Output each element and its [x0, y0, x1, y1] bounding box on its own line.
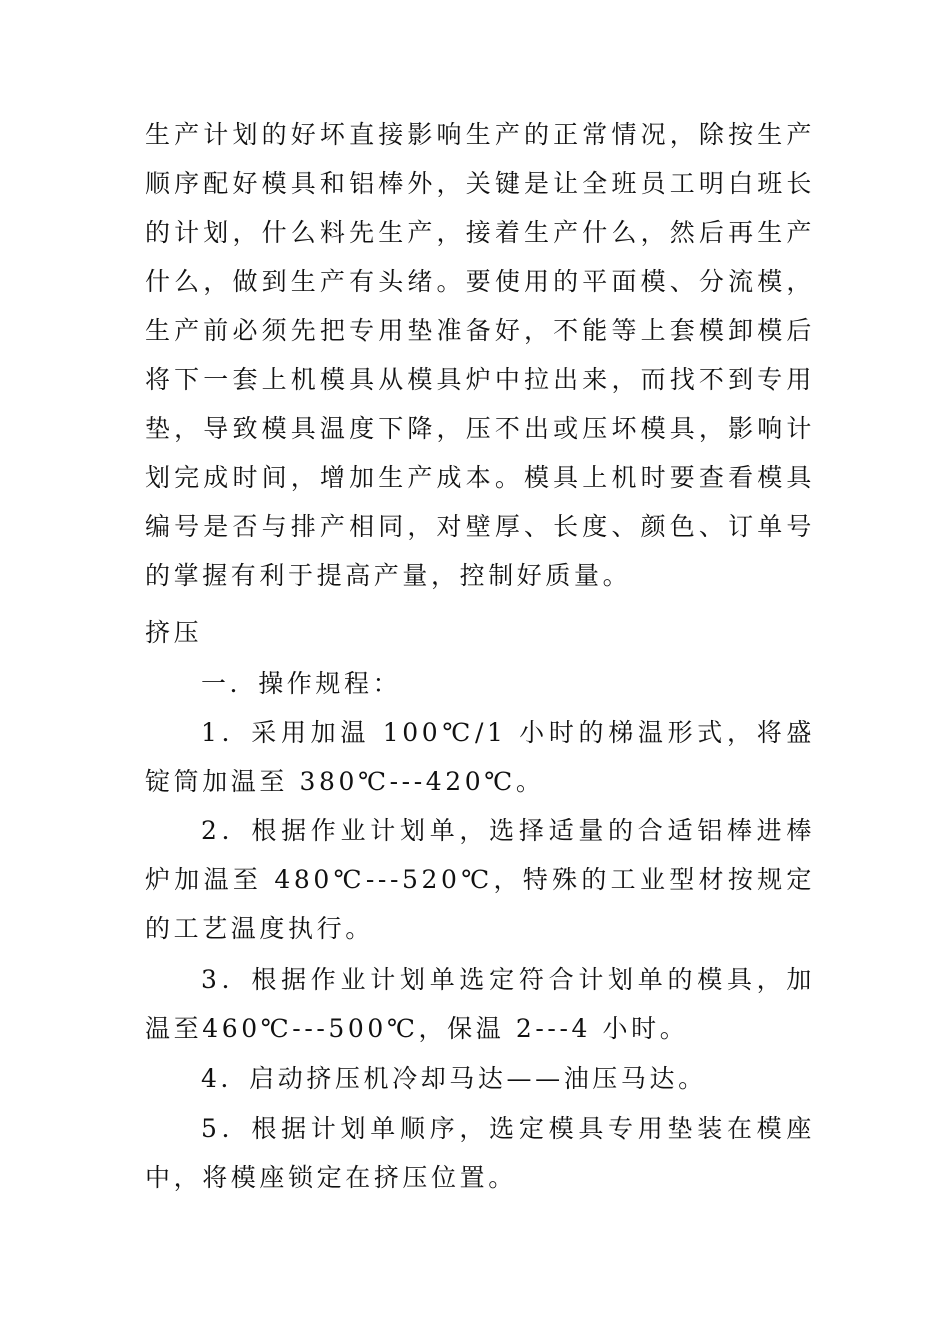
section-heading-extrusion: 挤压: [145, 618, 203, 647]
subheading-operating-procedures: 一．操作规程：: [201, 669, 402, 698]
paragraph-production-plan: 生产计划的好坏直接影响生产的正常情况，除按生产顺序配好模具和铝棒外，关键是让全班员工明白班长的计划，什么料先生产，接着生产什么，然后再生产什么，做到生产有头绪。要使用的平面模、分流模，生产前必须先把专用垫准备好，不能等上套模卸模后将下一套上机模具从模具炉中拉出来，而找不到专用垫，导致模具温度下降，压不出或压坏模具，影响计划完成时间，增加生产成本。模具上机时要查看模具编号是否与排产相同，对壁厚、长度、颜色、订单号的掌握有利于提高产量，控制好质量。: [145, 120, 815, 590]
step-2: 2．根据作业计划单，选择适量的合适铝棒进棒炉加温至 480℃---520℃，特殊的工业型材按规定的工艺温度执行。: [145, 816, 815, 943]
step-5: 5．根据计划单顺序，选定模具专用垫装在模座中，将模座锁定在挤压位置。: [145, 1114, 815, 1192]
step-1: 1．采用加温 100℃/1 小时的梯温形式，将盛锭筒加温至 380℃---420℃。: [145, 718, 815, 796]
step-3: 3．根据作业计划单选定符合计划单的模具，加温至460℃---500℃，保温 2---4 小时。: [145, 965, 815, 1043]
step-4: 4．启动挤压机冷却马达——油压马达。: [201, 1064, 707, 1093]
